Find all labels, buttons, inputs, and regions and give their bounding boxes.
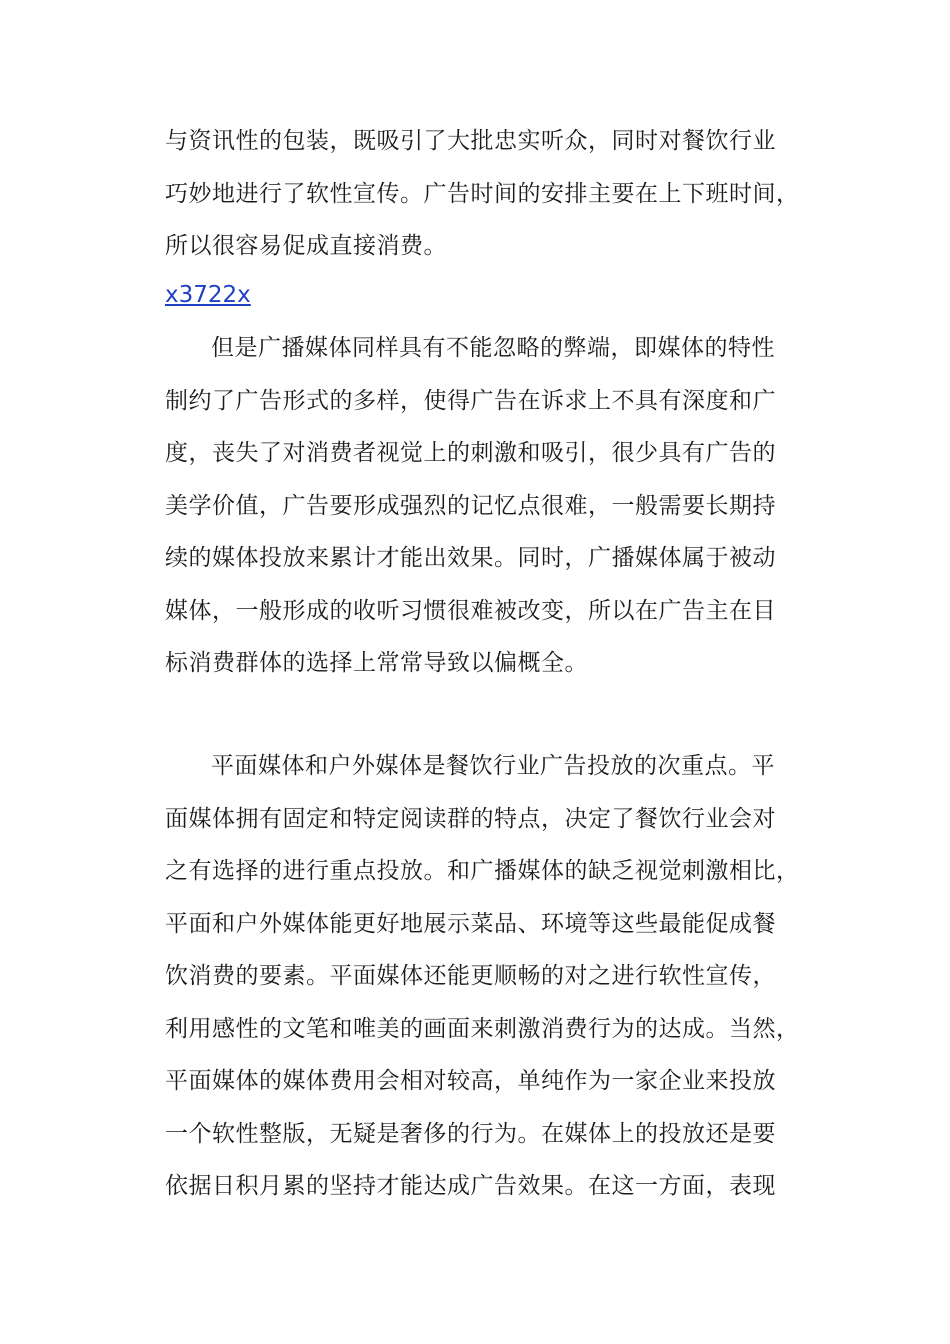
paragraph-line: 利用感性的文笔和唯美的画面来刺激消费行为的达成。当然， — [165, 1015, 800, 1042]
paragraph-line: 之有选择的进行重点投放。和广播媒体的缺乏视觉刺激相比， — [165, 858, 800, 884]
paragraph-line: 续的媒体投放来累计才能出效果。同时，广播媒体属于被动 — [165, 545, 776, 571]
paragraph-line: 平面媒体和户外媒体是餐饮行业广告投放的次重点。平 — [211, 753, 775, 779]
paragraph-2 — [165, 322, 790, 690]
paragraph-line: 饮消费的要素。平面媒体还能更顺畅的对之进行软性宣传， — [165, 963, 776, 989]
paragraph-line: 与资讯性的包装，既吸引了大批忠实听众，同时对餐饮行业 — [165, 128, 776, 154]
paragraph-line: 依据日积月累的坚持才能达成广告效果。在这一方面，表现 — [165, 1173, 776, 1199]
paragraph-line: 巧妙地进行了软性宣传。广告时间的安排主要在上下班时间， — [165, 180, 800, 207]
paragraph-line: 度，丧失了对消费者视觉上的刺激和吸引，很少具有广告的 — [165, 440, 776, 466]
paragraph-line: 制约了广告形式的多样，使得广告在诉求上不具有深度和广 — [165, 387, 776, 414]
paragraph-line: 媒体，一般形成的收听习惯很难被改变，所以在广告主在目 — [165, 597, 776, 624]
document-link[interactable]: x3722x — [165, 282, 251, 308]
paragraph-line: 但是广播媒体同样具有不能忽略的弊端，即媒体的特性 — [211, 335, 775, 361]
paragraph-1 — [165, 115, 800, 273]
paragraph-line: 所以很容易促成直接消费。 — [165, 233, 447, 259]
paragraph-line: 美学价值，广告要形成强烈的记忆点很难，一般需要长期持 — [165, 492, 776, 519]
paragraph-line: 平面和户外媒体能更好地展示菜品、环境等这些最能促成餐 — [165, 910, 776, 937]
paragraph-line: 标消费群体的选择上常常导致以偏概全。 — [165, 650, 588, 676]
paragraph-3 — [165, 740, 800, 1213]
paragraph-line: 平面媒体的媒体费用会相对较高，单纯作为一家企业来投放 — [165, 1068, 776, 1094]
paragraph-line: 面媒体拥有固定和特定阅读群的特点，决定了餐饮行业会对 — [165, 805, 776, 832]
paragraph-line: 一个软性整版，无疑是奢侈的行为。在媒体上的投放还是要 — [165, 1120, 776, 1147]
